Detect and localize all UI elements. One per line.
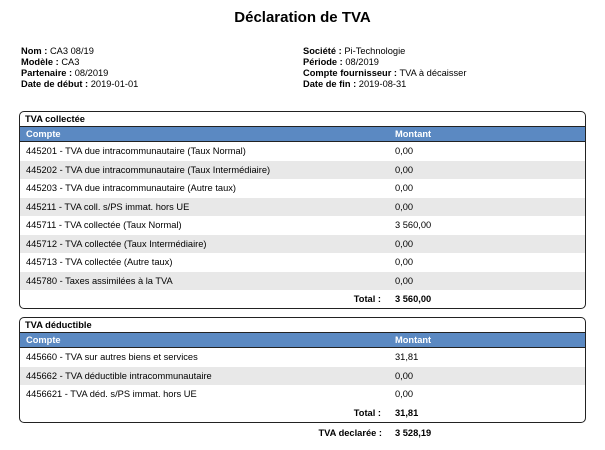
meta-model: Modèle : CA3 — [21, 57, 80, 67]
table-row: 445662 - TVA déductible intracommunautaire 0,00 — [20, 367, 585, 386]
total-value: 3 560,00 — [395, 294, 432, 304]
meta-partner: Partenaire : 08/2019 — [21, 68, 109, 78]
table-row: 445711 - TVA collectée (Taux Normal) 3 560,00 — [26, 220, 432, 230]
table-header — [20, 126, 585, 142]
collected-table — [19, 111, 586, 309]
column-header-account: Compte — [26, 129, 61, 139]
table-row: 445211 - TVA coll. s/PS immat. hors UE 0,00 — [20, 198, 585, 217]
table-row: 445780 - Taxes assimilées à la TVA 0,00 — [20, 272, 585, 291]
meta-left — [21, 46, 138, 90]
meta-end-date: Date de fin : 2019-08-31 — [303, 79, 407, 89]
table-row: 445201 - TVA due intracommunautaire (Taux Normal) 0,00 — [26, 146, 414, 156]
deductible-table — [19, 317, 586, 423]
table-row: 445660 - TVA sur autres biens et services 31,81 — [26, 352, 419, 362]
table-header — [20, 332, 585, 348]
total-label: Total : — [353, 294, 381, 304]
deductible-total-row — [20, 404, 585, 422]
total-value: 31,81 — [395, 407, 419, 418]
declared-value: 3 528,19 — [395, 428, 432, 438]
page-title: Déclaration de TVA — [234, 9, 371, 26]
table-row: 445203 - TVA due intracommunautaire (Autre taux) 0,00 — [26, 183, 414, 193]
column-header-account: Compte — [26, 335, 61, 345]
meta-start-date: Date de début : 2019-01-01 — [21, 79, 139, 89]
table-row: 445712 - TVA collectée (Taux Intermédiaire) 0,00 — [20, 235, 585, 254]
collected-total-row — [20, 290, 585, 308]
table-row: 445202 - TVA due intracommunautaire (Taux Intermédiaire) 0,00 — [20, 161, 585, 180]
collected-title: TVA collectée — [25, 114, 85, 124]
deductible-title: TVA déductible — [25, 320, 92, 330]
meta-name: Nom : CA3 08/19 — [21, 46, 94, 56]
meta-right — [303, 46, 466, 90]
declared-label: TVA declarée : — [318, 428, 382, 438]
meta-company: Société : Pi-Technologie — [303, 46, 406, 56]
total-label: Total : — [353, 407, 381, 418]
column-header-amount: Montant — [395, 129, 432, 139]
table-row: 445713 - TVA collectée (Autre taux) 0,00 — [26, 257, 414, 267]
table-row: 4456621 - TVA déd. s/PS immat. hors UE 0,00 — [26, 389, 414, 399]
meta-period: Période : 08/2019 — [303, 57, 379, 67]
column-header-amount: Montant — [395, 335, 432, 345]
meta-supplier-account: Compte fournisseur : TVA à décaisser — [303, 68, 467, 78]
